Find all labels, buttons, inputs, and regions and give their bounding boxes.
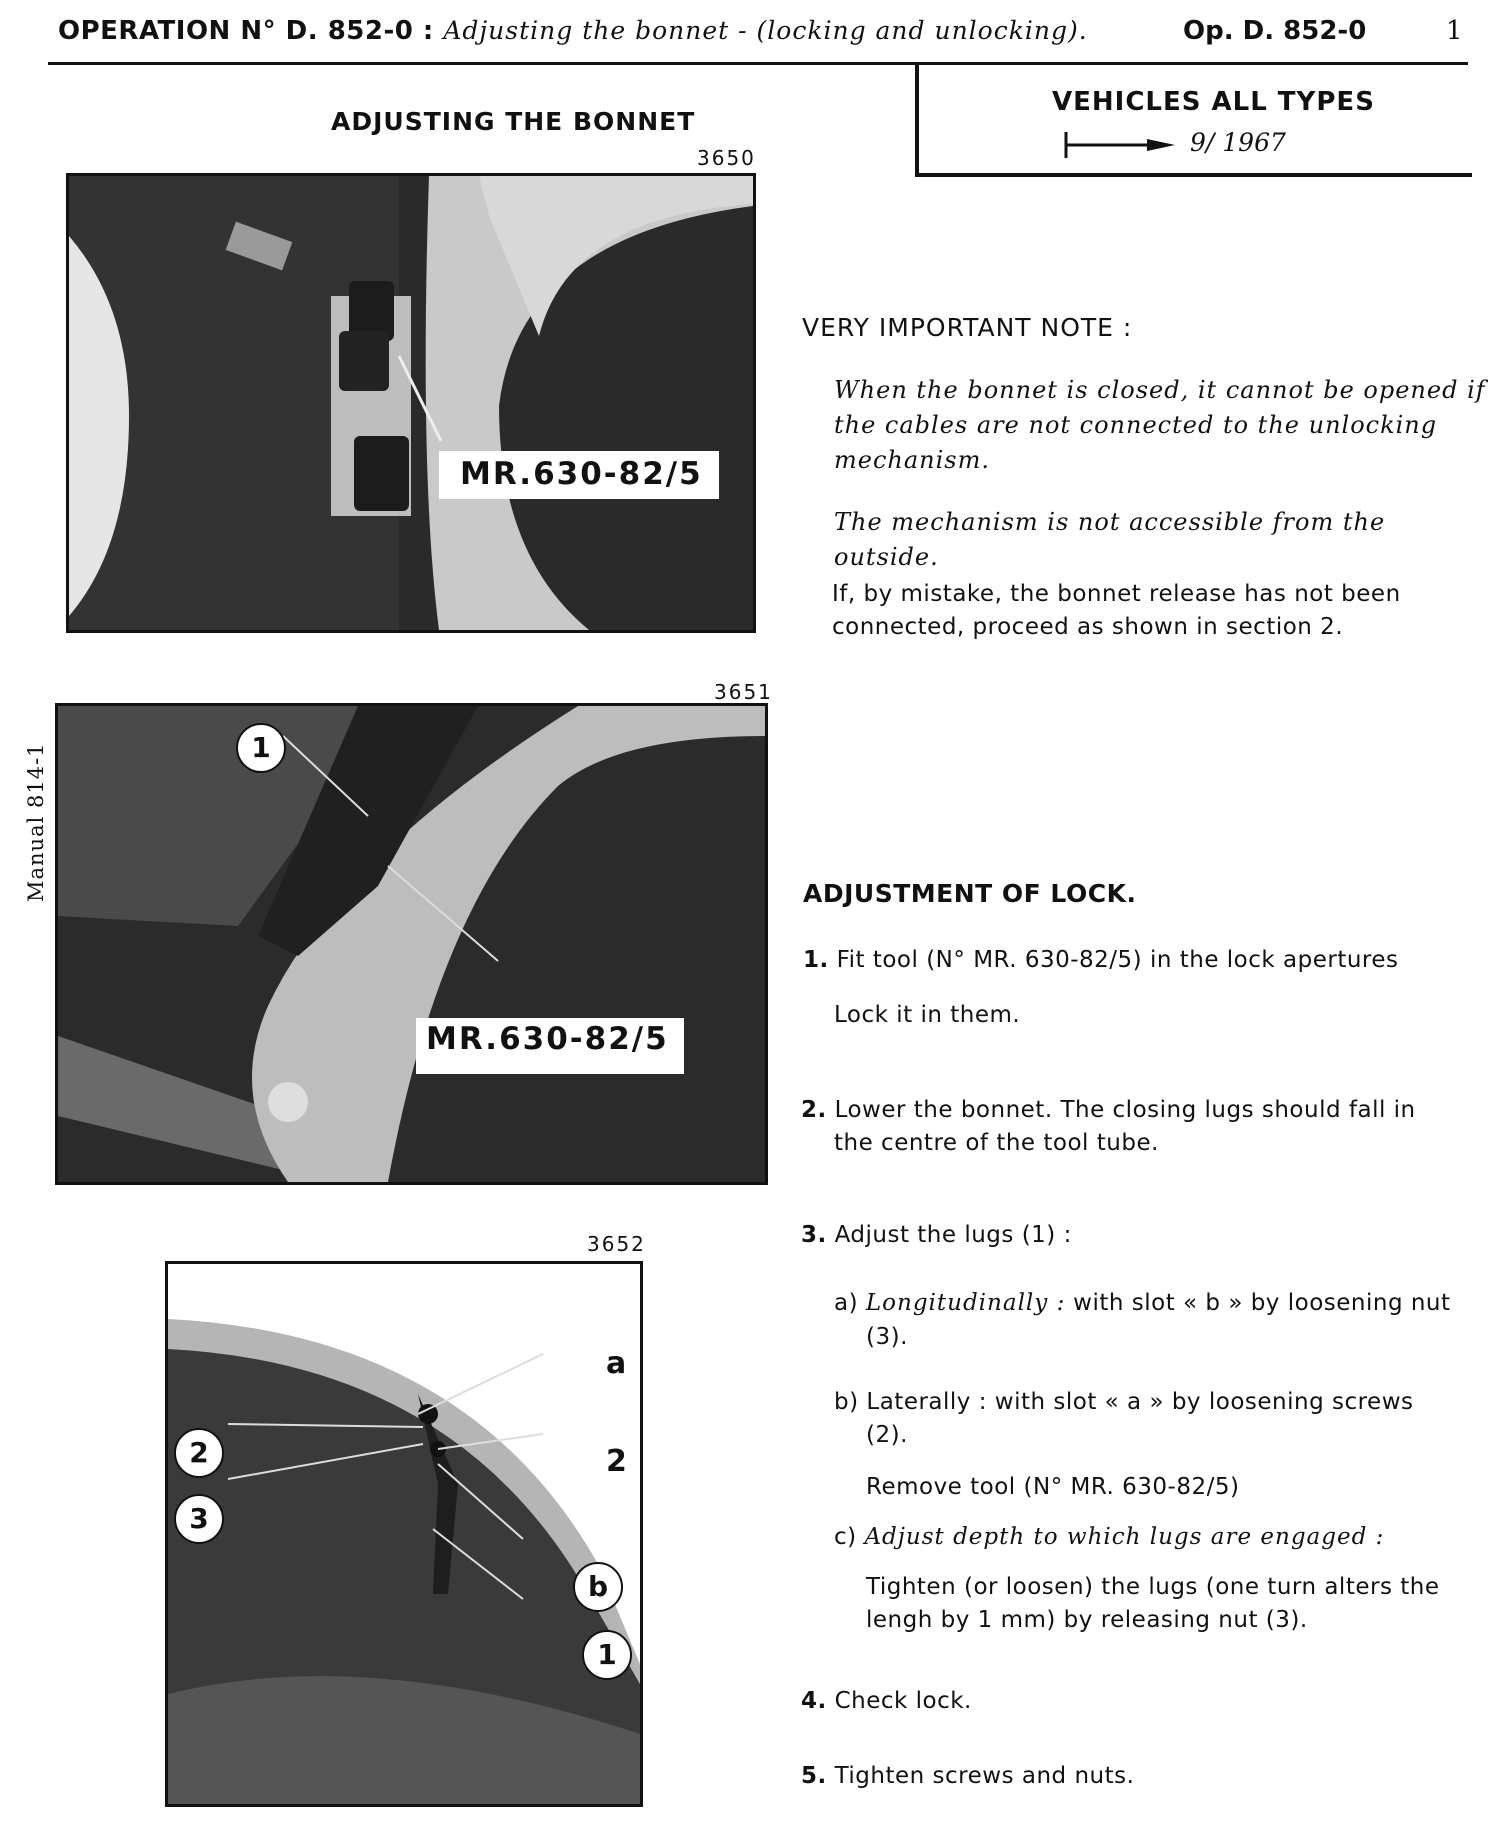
- note-line: connected, proceed as shown in section 2.: [832, 614, 1344, 640]
- figure-3650-photo: [66, 173, 756, 633]
- step-3c-text: [866, 1571, 1440, 1637]
- note-line: When the bonnet is closed, it cannot be opened if: [834, 376, 1486, 404]
- sub-text: Laterally : with slot « a » by loosening screws: [866, 1389, 1414, 1415]
- step-2: [801, 1094, 1416, 1160]
- step-3b: [834, 1386, 1414, 1452]
- operation-label: OPERATION N° D. 852-0: [58, 16, 414, 46]
- vehicles-date: 9/ 1967: [1190, 128, 1286, 157]
- sub-italic: Adjust depth to which lugs are engaged :: [864, 1524, 1385, 1550]
- sub-label: b): [834, 1389, 859, 1415]
- step-3: [801, 1219, 1072, 1252]
- note-line: If, by mistake, the bonnet release has not been: [832, 581, 1401, 607]
- adjustment-heading: ADJUSTMENT OF LOCK.: [803, 879, 1137, 908]
- note-heading: VERY IMPORTANT NOTE :: [802, 313, 1133, 342]
- step-number: 1.: [803, 947, 829, 973]
- vehicles-box: [915, 65, 1472, 177]
- figure-number: 3652: [587, 1232, 646, 1256]
- sub-text: (3).: [866, 1324, 908, 1350]
- figure-number: 3650: [697, 146, 756, 170]
- step-number: 4.: [801, 1688, 827, 1714]
- operation-description: Adjusting the bonnet - (locking and unlocking).: [443, 16, 1088, 45]
- callout-2-left: 2: [174, 1428, 224, 1478]
- step-text: Check lock.: [834, 1688, 972, 1714]
- sub-label: c): [834, 1524, 857, 1550]
- figure-number: 3651: [714, 680, 773, 704]
- note-paragraph-1: [834, 373, 1486, 478]
- from-date-arrow-icon: [1063, 128, 1183, 162]
- operation-reference: Op. D. 852-0: [1183, 16, 1367, 46]
- figure-3651-photo: [55, 703, 768, 1185]
- vehicles-title: VEHICLES ALL TYPES: [1052, 87, 1375, 117]
- operation-separator: :: [413, 16, 444, 46]
- tool-label: MR.630-82/5: [426, 1021, 669, 1057]
- figure-3652-photo: [165, 1261, 643, 1807]
- callout-a: a: [606, 1346, 627, 1381]
- step-text: Adjust the lugs (1) :: [834, 1222, 1072, 1248]
- tool-label: MR.630-82/5: [460, 456, 703, 492]
- step-3c: [834, 1520, 1384, 1555]
- step-number: 2.: [801, 1097, 827, 1123]
- callout-1: 1: [582, 1630, 632, 1680]
- note-paragraph-3: [832, 578, 1401, 644]
- step-text: Tighten screws and nuts.: [834, 1763, 1135, 1789]
- sub-text: (2).: [866, 1422, 908, 1448]
- sub-text: Tighten (or loosen) the lugs (one turn alters the: [866, 1574, 1440, 1600]
- sub-text: with slot « b » by loosening nut: [1065, 1290, 1451, 1316]
- step-text: Lower the bonnet. The closing lugs should fall in: [834, 1097, 1416, 1123]
- step-text: Fit tool (N° MR. 630-82/5) in the lock apertures: [836, 947, 1399, 973]
- step-1: [803, 944, 1399, 977]
- note-line: the cables are not connected to the unlocking: [834, 411, 1438, 439]
- step-number: 5.: [801, 1763, 827, 1789]
- step-1-sub: Lock it in them.: [834, 1002, 1021, 1028]
- sub-text: lengh by 1 mm) by releasing nut (3).: [866, 1607, 1308, 1633]
- sub-label: a): [834, 1290, 859, 1316]
- remove-tool-text: Remove tool (N° MR. 630-82/5): [866, 1474, 1240, 1500]
- step-number: 3.: [801, 1222, 827, 1248]
- side-label-text: Manual 814-1: [24, 742, 48, 902]
- callout-1: 1: [236, 723, 286, 773]
- step-4: [801, 1685, 972, 1718]
- step-3a: [834, 1286, 1451, 1354]
- note-line: mechanism.: [834, 446, 991, 474]
- callout-b: b: [573, 1562, 623, 1612]
- callout-2-right: 2: [606, 1444, 627, 1479]
- operation-title: [58, 16, 1088, 46]
- note-paragraph-2: The mechanism is not accessible from the outside.: [834, 508, 1386, 571]
- page-number: 1: [1446, 16, 1463, 46]
- sub-italic: Longitudinally :: [865, 1290, 1066, 1316]
- step-text: the centre of the tool tube.: [834, 1130, 1159, 1156]
- callout-3: 3: [174, 1494, 224, 1544]
- step-5: [801, 1760, 1134, 1793]
- section-title: ADJUSTING THE BONNET: [331, 107, 696, 136]
